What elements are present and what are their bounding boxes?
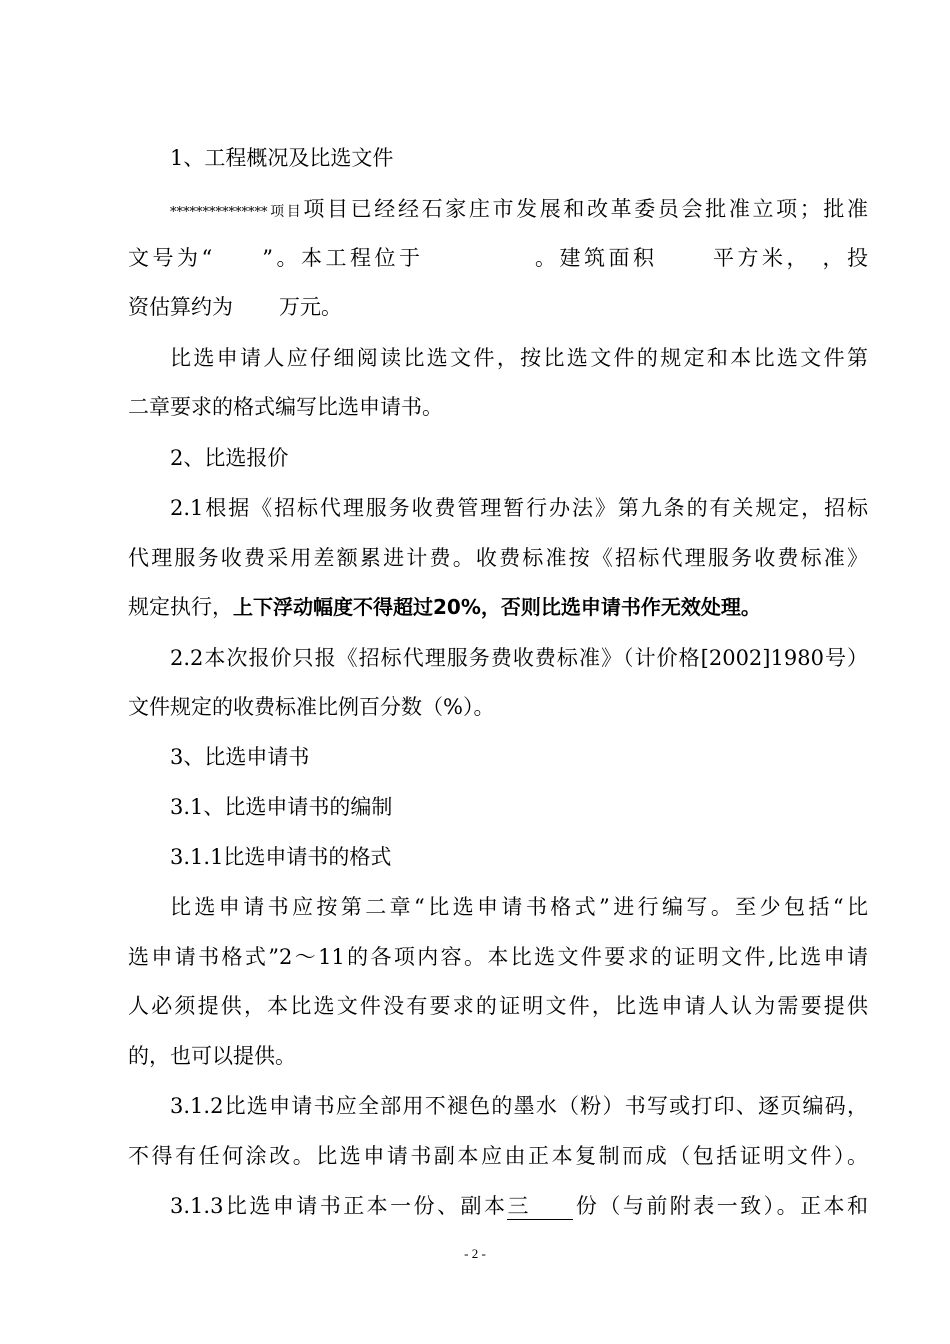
paragraph-line [170, 493, 868, 523]
paragraph-text: 代理服务收费采用差额累进计费。收费标准按《招标代理服务收费标准》 [128, 546, 868, 570]
paragraph-line [128, 1141, 868, 1171]
location-label: ”。本工程位于 [262, 246, 424, 270]
heading-text: 3、比选申请书 [170, 745, 310, 769]
paragraph-line [170, 194, 868, 224]
heading-text: 2、比选报价 [170, 446, 289, 470]
paragraph-text: 选申请书格式”2～11的各项内容。本比选文件要求的证明文件,比选申请 [128, 945, 868, 969]
paragraph-line [128, 543, 868, 573]
paragraph-line [170, 1091, 868, 1121]
approval-text: 项目已经经石家庄市发展和改革委员会批准立项；批准 [303, 197, 869, 221]
paragraph-line [128, 942, 868, 972]
section-3-1-heading [170, 792, 868, 822]
heading-text: 3.1、比选申请书的编制 [170, 795, 393, 819]
paragraph-line [128, 392, 868, 422]
paragraph-text: 比选申请人应仔细阅读比选文件，按比选文件的规定和本比选文件第 [170, 346, 868, 370]
project-name-placeholder: *************** [170, 205, 268, 220]
paragraph-line [128, 292, 868, 322]
paragraph-line [128, 991, 868, 1021]
sqm-label: 平方米， [709, 246, 811, 270]
section-2-heading [170, 443, 868, 473]
paragraph-text: 2.1根据《招标代理服务收费管理暂行办法》第九条的有关规定，招标 [170, 496, 868, 520]
paragraph-line [128, 1041, 868, 1071]
project-label: 项目 [267, 204, 304, 220]
paragraph-text: 3.1.2比选申请书应全部用不褪色的墨水（粉）书写或打印、逐页编码， [170, 1094, 868, 1118]
section-1-heading [170, 143, 868, 173]
paragraph-line [128, 692, 868, 722]
section-3-1-1-heading [170, 842, 868, 872]
section-3-heading [170, 742, 868, 772]
paragraph-text: 3.1.3比选申请书正本一份、副本 [170, 1194, 508, 1218]
paragraph-line [128, 243, 868, 273]
paragraph-text: 人必须提供，本比选文件没有要求的证明文件，比选申请人认为需要提供 [128, 994, 868, 1018]
heading-text: 3.1.1比选申请书的格式 [170, 845, 392, 869]
estimate-label: 资估算约为 [128, 295, 233, 319]
investment-label: ，投 [819, 246, 868, 270]
page-number: - 2 - [464, 1246, 486, 1261]
copies-count-underlined: 三 [507, 1193, 573, 1220]
paragraph-line [170, 343, 868, 373]
paragraph-text: 二章要求的格式编写比选申请书。 [128, 395, 443, 419]
paragraph-line [170, 1191, 868, 1221]
paragraph-line [170, 892, 868, 922]
paragraph-line [128, 592, 868, 622]
paragraph-text: 比选申请书应按第二章“比选申请书格式”进行编写。至少包括“比 [170, 895, 868, 919]
bold-warning-text: 上下浮动幅度不得超过20%，否则比选申请书作无效处理。 [233, 595, 761, 619]
unit-label: 万元。 [279, 295, 342, 319]
paragraph-text: 的，也可以提供。 [128, 1044, 296, 1068]
doc-number-label: 文号为“ [128, 246, 213, 270]
paragraph-text: 不得有任何涂改。比选申请书副本应由正本复制而成（包括证明文件）。 [128, 1144, 868, 1168]
paragraph-text: 文件规定的收费标准比例百分数（%）。 [128, 695, 495, 719]
paragraph-text: 2.2本次报价只报《招标代理服务费收费标准》（计价格[2002]1980号） [170, 646, 868, 670]
paragraph-text: 规定执行， [128, 595, 233, 619]
paragraph-text: 份（与前附表一致）。正本和 [573, 1194, 868, 1218]
paragraph-line [170, 643, 868, 673]
heading-text: 1、工程概况及比选文件 [170, 146, 394, 170]
area-label: 。建筑面积 [531, 246, 658, 270]
